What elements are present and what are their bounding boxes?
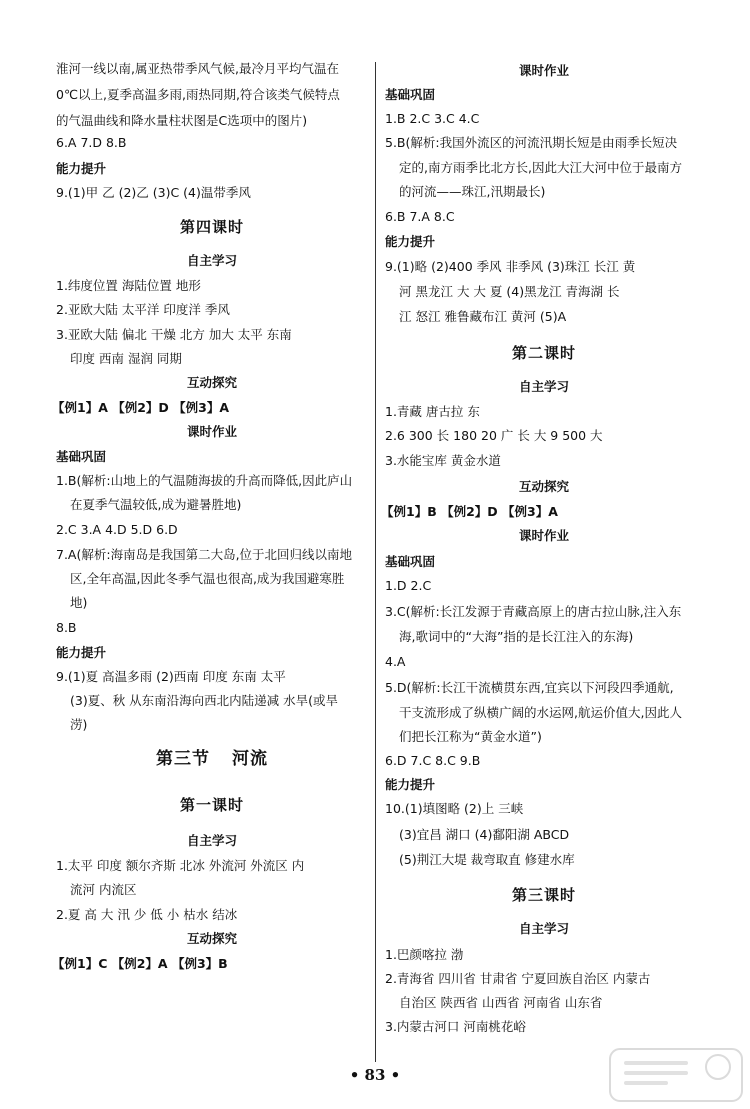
answer-line: 们把长江称为“黄金水道”) [399,729,542,744]
answer-line: 4.A [385,654,406,669]
answer-line: 6.A 7.D 8.B [56,135,127,150]
watermark-icon [606,1045,746,1105]
answer-line: 2.C 3.A 4.D 5.D 6.D [56,522,178,537]
answer-line: 在夏季气温较低,成为避暑胜地) [70,497,242,512]
subheading-self-study: 自主学习 [186,833,237,848]
subheading-homework: 课时作业 [518,63,569,78]
answer-line: 10.(1)填图略 (2)上 三峡 [385,801,524,816]
answer-line: 1.D 2.C [385,578,432,593]
answer-line: (3)夏、秋 从东南沿海向西北内陆递减 水旱(或旱 [70,693,339,708]
section-title: 河流 [232,749,268,769]
answer-line: 2.夏 高 大 汛 少 低 小 枯水 结冰 [56,907,238,922]
answer-line: 的河流——珠江,汛期最长) [399,184,546,199]
answer-line: 6.B 7.A 8.C [385,209,455,224]
subheading-self-study: 自主学习 [186,253,237,268]
answer-line: 1.青藏 唐古拉 东 [385,404,480,419]
subheading-interactive: 互动探究 [186,375,237,390]
answer-line: 涝) [70,717,88,732]
subheading-ability: 能力提升 [385,234,436,249]
answer-line: 5.B(解析:我国外流区的河流汛期长短是由雨季长短决 [385,135,678,150]
example-answers: 【例1】A 【例2】D 【例3】A [52,400,230,415]
subheading-ability: 能力提升 [56,645,107,660]
subheading-self-study: 自主学习 [518,379,569,394]
text-line: 淮河一线以南,属亚热带季风气候,最冷月平均气温在 [56,61,339,76]
subheading-interactive: 互动探究 [186,931,237,946]
subheading-ability: 能力提升 [385,777,436,792]
subheading-interactive: 互动探究 [518,479,569,494]
answer-line: 定的,南方雨季比北方长,因此大江大河中位于最南方 [399,160,682,175]
answer-line: 9.(1)甲 乙 (2)乙 (3)C (4)温带季风 [56,185,251,200]
answer-line: (3)宜昌 湖口 (4)鄱阳湖 ABCD [399,827,570,842]
answer-line: 8.B [56,620,77,635]
answer-line: 流河 内流区 [70,882,137,897]
answer-line: 自治区 陕西省 山西省 河南省 山东省 [399,995,603,1010]
subheading-homework: 课时作业 [518,528,569,543]
page-number: • 83 • [349,1066,401,1084]
answer-line: 区,全年高温,因此冬季气温也很高,成为我国避寒胜 [70,571,345,586]
answer-line: 海,歌词中的“大海”指的是长江注入的东海) [399,629,634,644]
lesson-heading: 第一课时 [179,796,244,814]
lesson-heading: 第二课时 [511,344,576,362]
text-line: 的气温曲线和降水量柱状图是C选项中的图片) [56,113,308,128]
answer-line: 2.青海省 四川省 甘肃省 宁夏回族自治区 内蒙古 [385,971,651,986]
answer-line: 1.太平 印度 额尔齐斯 北冰 外流河 外流区 内 [56,858,305,873]
subheading-ability: 能力提升 [56,161,107,176]
subheading-self-study: 自主学习 [518,921,569,936]
answer-line: 1.B 2.C 3.C 4.C [385,111,480,126]
answer-line: (5)荆江大堤 裁弯取直 修建水库 [399,852,575,867]
answer-line: 3.C(解析:长江发源于青藏高原上的唐古拉山脉,注入东 [385,604,682,619]
answer-line: 地) [70,595,88,610]
subheading-basic: 基础巩固 [385,554,436,569]
answer-line: 印度 西南 湿润 同期 [70,351,182,366]
answer-line: 9.(1)略 (2)400 季风 非季风 (3)珠江 长江 黄 [385,259,636,274]
subheading-homework: 课时作业 [186,424,237,439]
answer-line: 江 怒江 雅鲁藏布江 黄河 (5)A [399,309,567,324]
answer-line: 1.B(解析:山地上的气温随海拔的升高而降低,因此庐山 [56,473,353,488]
answer-line: 干支流形成了纵横广阔的水运网,航运价值大,因此人 [399,705,682,720]
answer-line: 9.(1)夏 高温多雨 (2)西南 印度 东南 太平 [56,669,286,684]
example-answers: 【例1】C 【例2】A 【例3】B [52,956,228,971]
answer-line: 河 黑龙江 大 大 夏 (4)黑龙江 青海湖 长 [399,284,620,299]
answer-line: 5.D(解析:长江干流横贯东西,宜宾以下河段四季通航, [385,680,674,695]
answer-line: 1.巴颜喀拉 渤 [385,947,464,962]
answer-line: 3.内蒙古河口 河南桃花峪 [385,1019,526,1034]
answer-line: 3.亚欧大陆 偏北 干燥 北方 加大 太平 东南 [56,327,292,342]
answer-line: 2.6 300 长 180 20 广 长 大 9 500 大 [385,428,603,443]
watermark-logo [606,1045,746,1105]
section-number: 第三节 [156,749,210,769]
answer-line: 7.A(解析:海南岛是我国第二大岛,位于北回归线以南地 [56,547,353,562]
answer-line: 1.纬度位置 海陆位置 地形 [56,278,201,293]
answer-line: 3.水能宝库 黄金水道 [385,453,501,468]
subheading-basic: 基础巩固 [385,87,436,102]
column-divider [375,62,376,1062]
answer-line: 2.亚欧大陆 太平洋 印度洋 季风 [56,302,230,317]
lesson-heading: 第四课时 [179,218,244,236]
subheading-basic: 基础巩固 [56,449,107,464]
text-line: 0℃以上,夏季高温多雨,雨热同期,符合该类气候特点 [56,87,340,102]
answer-line: 6.D 7.C 8.C 9.B [385,753,481,768]
section-heading [56,750,368,768]
example-answers: 【例1】B 【例2】D 【例3】A [381,504,558,519]
lesson-heading: 第三课时 [511,886,576,904]
